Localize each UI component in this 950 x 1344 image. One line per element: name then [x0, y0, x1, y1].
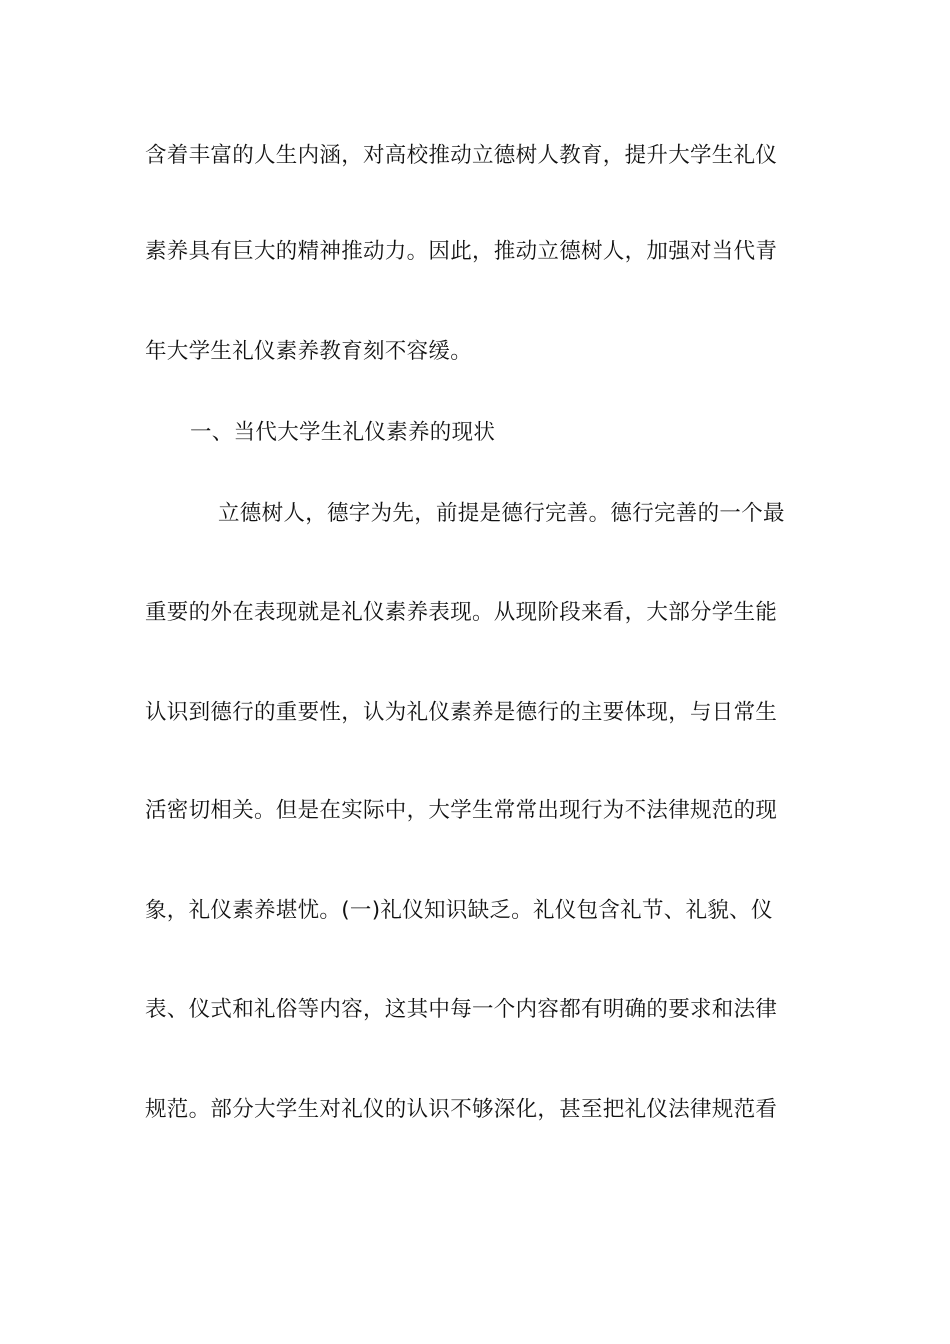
- text-line: 含着丰富的人生内涵，对高校推动立德树人教育，提升大学生礼仪: [145, 143, 778, 168]
- text-line: 规范。部分大学生对礼仪的认识不够深化，甚至把礼仪法律规范看: [145, 1097, 778, 1122]
- text-line: 重要的外在表现就是礼仪素养表现。从现阶段来看，大部分学生能: [145, 600, 778, 625]
- text-line: 活密切相关。但是在实际中，大学生常常出现行为不法律规范的现: [145, 798, 778, 823]
- text-line: 素养具有巨大的精神推动力。因此，推动立德树人，加强对当代青: [145, 239, 778, 264]
- text-line: 立德树人，德字为先，前提是德行完善。德行完善的一个最: [218, 501, 785, 526]
- text-line: 认识到德行的重要性，认为礼仪素养是德行的主要体现，与日常生: [145, 700, 778, 725]
- text-line: 年大学生礼仪素养教育刻不容缓。: [145, 339, 473, 364]
- section-heading: 一、当代大学生礼仪素养的现状: [190, 420, 496, 445]
- text-line: 表、仪式和礼俗等内容，这其中每一个内容都有明确的要求和法律: [145, 997, 778, 1022]
- text-line: 象，礼仪素养堪忧。(一)礼仪知识缺乏。礼仪包含礼节、礼貌、仪: [145, 898, 773, 923]
